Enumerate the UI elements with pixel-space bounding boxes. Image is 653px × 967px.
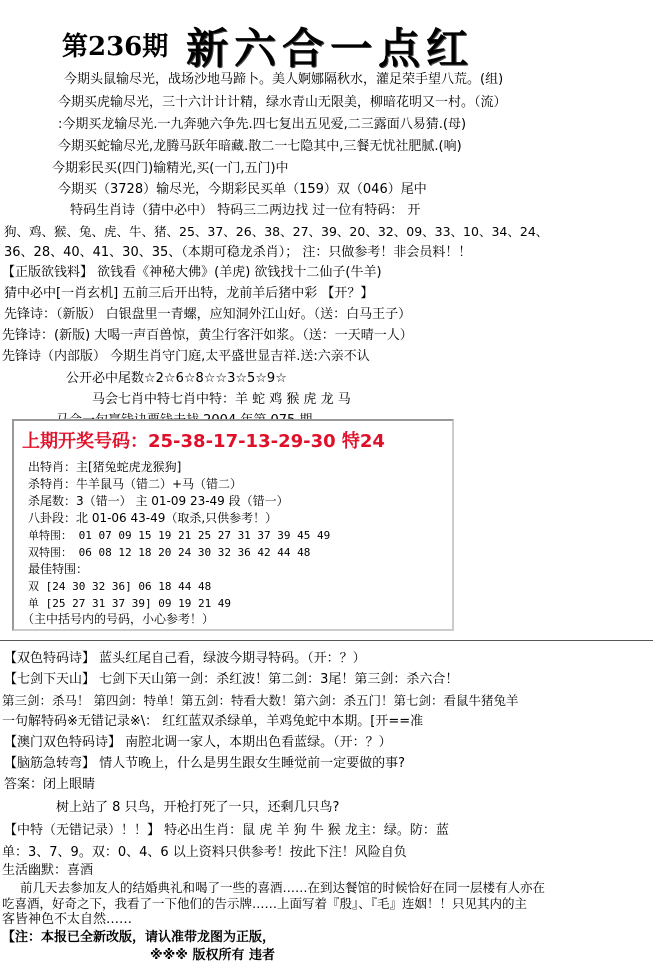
top-line: :今期买龙输尽光.一九奔驰六争先.四七复出五见爱,二三露面八易猜.(母) [58,117,467,132]
bottom-line: 客皆神色不太自然…… [2,912,133,927]
top-line: 36、28、40、41、30、35、（本期可稳龙杀肖）； 注：只做参考！非会员料！！ [4,245,472,260]
bottom-line: 吃喜酒，好奇之下，我看了一下他们的告示牌……上面写着『殷』、『毛』连姻！！只见其内的主 [2,896,528,911]
bottom-line: 树上站了 8 只鸟，开枪打死了一只，还剩几只鸟? [56,800,340,815]
top-line: 公开必中尾数☆2☆6☆8☆☆3☆5☆9☆ [66,371,287,386]
bottom-line: 【双色特码诗】 蓝头红尾自己看，绿波今期寻特码。（开：？） [4,651,366,666]
last-draw-line: 双 [24 30 32 36] 06 18 44 48 [28,580,212,593]
last-draw-line: 八卦段：北 01-06 43-49（取杀,只供参考！） [28,511,278,525]
top-line: 今期买蛇输尽光,龙腾马跃年暗藏.散二一七隐其中,三餐无忧社肥腻.(响) [58,139,462,154]
paper-title: 新六合一点红 [186,24,475,73]
notice-line: 【注：本报已全新改版，请认准带龙图为正版， [2,930,276,945]
bottom-line: 前几天去参加友人的结婚典礼和喝了一些的喜酒……在到达餐馆的时候恰好在同一层楼有人亦在 [20,880,546,895]
issue-number: 第236期 [62,32,169,62]
last-draw-line: 单特围： 01 07 09 15 19 21 25 27 31 37 39 45 49 [28,529,331,542]
last-draw-line: 单 [25 27 31 37 39] 09 19 21 49 [28,597,232,610]
top-line: 特码生肖诗（猜中必中） 特码三二两边找 过一位有特码： 开 [70,203,421,218]
last-draw-line: 出特肖：主[猪兔蛇虎龙猴狗] [28,460,182,474]
last-draw-line: 最佳特围： [28,562,89,576]
last-draw-title: 上期开奖号码：25-38-17-13-29-30 特24 [22,431,385,452]
bottom-line: 单：3、7、9。双：0、4、6 以上资料只供参考！按此下注！风险自负 [2,845,407,860]
top-line: 先锋诗（内部版） 今期生肖守门庭,太平盛世显吉祥.送:六亲不认 [2,349,370,364]
bottom-line: 生活幽默：喜酒 [2,863,94,878]
last-draw-line: （主中括号内的号码，小心参考！） [22,612,215,626]
top-line: 马会七肖中特七肖中特：羊 蛇 鸡 猴 虎 龙 马 [92,392,351,407]
bottom-line: 【七剑下天山】 七剑下天山第一剑：杀红波！第二剑：3尾！第三剑：杀六合！ [4,672,459,687]
top-line: 今期买（3728）输尽光，今期彩民买单（159）双（046）尾中 [58,182,427,197]
last-draw-line: 杀特肖：牛羊鼠马（错二）+马（错二） [28,477,243,491]
last-draw-line: 双特围： 06 08 12 18 20 24 30 32 36 42 44 48 [28,546,311,559]
bottom-line: 【澳门双色特码诗】 南腔北调一家人，本期出色看蓝绿。（开：？） [4,735,392,750]
top-line: 今期头鼠输尽光，战场沙地马蹄卜。美人婀娜隔秋水，灌足荣手望八荒。(组) [64,72,504,87]
bottom-line: 【中特（无错记录）！！】 特必出生肖：鼠 虎 羊 狗 牛 猴 龙主：绿。防：蓝 [4,823,449,838]
top-line: 先锋诗：（新版） 白银盘里一青螺，应知洞外江山好。（送：白马王子） [4,307,412,322]
bottom-line: 第三剑：杀马！ 第四剑：特单！第五剑：特看大数！第六剑：杀五门！第七剑：看鼠牛猪兔羊 [2,693,519,708]
bottom-line: 一句解特码※无错记录※\： 红红蓝双杀绿单，羊鸡兔蛇中本期。[开==准 [2,714,424,729]
last-draw-line: 杀尾数：3（错一） 主 01-09 23-49 段（错一） [28,494,289,508]
divider [0,640,653,641]
top-line: 今期买虎输尽光，三十六计计计精，绿水青山无限美，柳暗花明又一村。（流） [58,95,507,110]
bottom-line: 答案：闭上眼睛 [4,777,96,792]
top-line: 狗、鸡、猴、兔、虎、牛、猪、25、37、26、38、27、39、20、32、09、33、10、34、24、 [4,224,549,239]
top-line: 今期彩民买(四门)输精光,买(一门,五门)中 [52,161,289,176]
top-line: 先锋诗：(新版) 大喝一声百兽惊，黄尘行客汗如浆。（送：一天晴一人） [2,328,413,343]
copyright-line: ※※※ 版权所有 违者 [150,948,275,963]
bottom-line: 【脑筋急转弯】 情人节晚上，什么是男生跟女生睡觉前一定要做的事? [4,756,406,771]
top-line: 【正版欲钱料】 欲钱看《神秘大佛》(羊虎) 欲钱找十二仙子(牛羊) [2,265,382,280]
top-line: 猜中必中[一肖玄机] 五前三后开出特，龙前羊后猪中彩 【开？】 [4,286,374,301]
